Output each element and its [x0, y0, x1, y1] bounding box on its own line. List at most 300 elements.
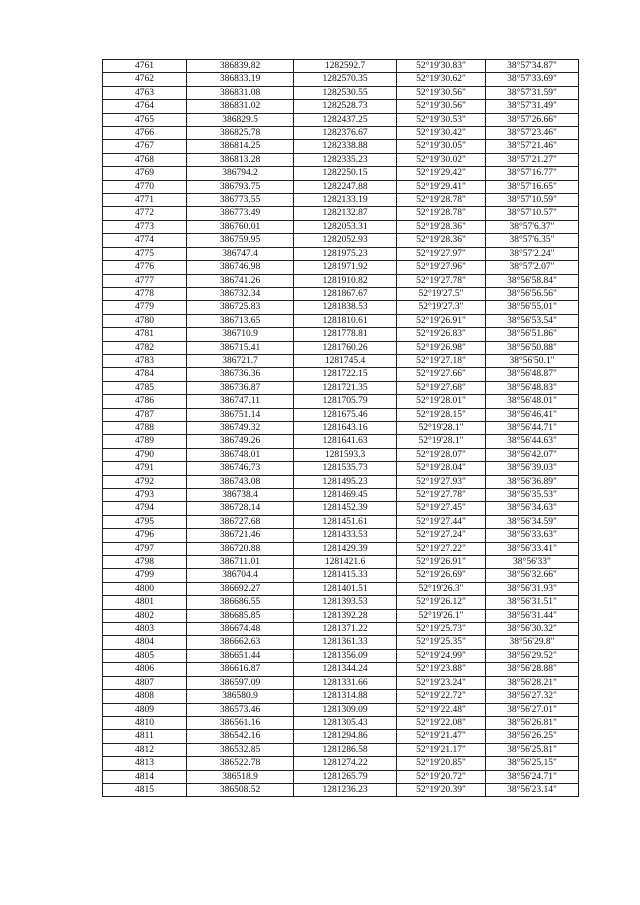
longitude-cell: 38°56'34.59": [486, 515, 579, 528]
longitude-cell: 38°57'23.46": [486, 127, 579, 140]
longitude-cell: 38°57'21.46": [486, 140, 579, 153]
latitude-cell: 52°19'26.3": [397, 582, 486, 595]
latitude-cell: 52°19'27.96": [397, 261, 486, 274]
latitude-cell: 52°19'28.78": [397, 207, 486, 220]
point-number-cell: 4775: [103, 247, 187, 260]
point-number-cell: 4784: [103, 368, 187, 381]
coordinates-table-body: [103, 60, 579, 797]
x-coordinate-cell: 386710.9: [187, 328, 294, 341]
latitude-cell: 52°19'22.08": [397, 716, 486, 729]
table-row: [103, 113, 579, 126]
table-row: [103, 690, 579, 703]
point-number-cell: 4785: [103, 381, 187, 394]
point-number-cell: 4782: [103, 341, 187, 354]
point-number-cell: 4786: [103, 395, 187, 408]
x-coordinate-cell: 386773.55: [187, 194, 294, 207]
latitude-cell: 52°19'28.15": [397, 408, 486, 421]
longitude-cell: 38°56'27.32": [486, 690, 579, 703]
table-row: [103, 489, 579, 502]
y-coordinate-cell: 1281236.23: [294, 783, 397, 796]
longitude-cell: 38°56'23.14": [486, 783, 579, 796]
y-coordinate-cell: 1281975.23: [294, 247, 397, 260]
y-coordinate-cell: 1281309.09: [294, 703, 397, 716]
x-coordinate-cell: 386561.16: [187, 716, 294, 729]
point-number-cell: 4805: [103, 649, 187, 662]
table-row: [103, 743, 579, 756]
y-coordinate-cell: 1281721.35: [294, 381, 397, 394]
latitude-cell: 52°19'28.04": [397, 462, 486, 475]
table-row: [103, 757, 579, 770]
y-coordinate-cell: 1281392.28: [294, 609, 397, 622]
table-row: [103, 448, 579, 461]
y-coordinate-cell: 1281274.22: [294, 757, 397, 770]
y-coordinate-cell: 1282592.7: [294, 60, 397, 73]
longitude-cell: 38°56'44.71": [486, 421, 579, 434]
longitude-cell: 38°56'29.8": [486, 636, 579, 649]
x-coordinate-cell: 386833.19: [187, 73, 294, 86]
longitude-cell: 38°57'6.37": [486, 220, 579, 233]
longitude-cell: 38°56'28.88": [486, 663, 579, 676]
y-coordinate-cell: 1281421.6: [294, 556, 397, 569]
x-coordinate-cell: 386616.87: [187, 663, 294, 676]
y-coordinate-cell: 1281495.23: [294, 475, 397, 488]
point-number-cell: 4771: [103, 194, 187, 207]
longitude-cell: 38°56'56.56": [486, 287, 579, 300]
table-row: [103, 194, 579, 207]
x-coordinate-cell: 386749.32: [187, 421, 294, 434]
x-coordinate-cell: 386747.11: [187, 395, 294, 408]
table-row: [103, 636, 579, 649]
longitude-cell: 38°56'33": [486, 556, 579, 569]
longitude-cell: 38°56'42.07": [486, 448, 579, 461]
latitude-cell: 52°19'27.3": [397, 301, 486, 314]
x-coordinate-cell: 386711.01: [187, 556, 294, 569]
coordinates-table: [102, 59, 579, 797]
latitude-cell: 52°19'30.56": [397, 86, 486, 99]
point-number-cell: 4767: [103, 140, 187, 153]
longitude-cell: 38°56'44.63": [486, 435, 579, 448]
latitude-cell: 52°19'27.78": [397, 274, 486, 287]
x-coordinate-cell: 386651.44: [187, 649, 294, 662]
x-coordinate-cell: 386674.48: [187, 623, 294, 636]
y-coordinate-cell: 1282528.73: [294, 100, 397, 113]
table-row: [103, 167, 579, 180]
x-coordinate-cell: 386831.02: [187, 100, 294, 113]
longitude-cell: 38°56'55.01": [486, 301, 579, 314]
longitude-cell: 38°57'10.57": [486, 207, 579, 220]
longitude-cell: 38°56'58.84": [486, 274, 579, 287]
longitude-cell: 38°57'2.24": [486, 247, 579, 260]
point-number-cell: 4770: [103, 180, 187, 193]
point-number-cell: 4769: [103, 167, 187, 180]
point-number-cell: 4772: [103, 207, 187, 220]
y-coordinate-cell: 1281429.39: [294, 542, 397, 555]
longitude-cell: 38°56'51.86": [486, 328, 579, 341]
table-row: [103, 435, 579, 448]
latitude-cell: 52°19'28.36": [397, 220, 486, 233]
y-coordinate-cell: 1281722.15: [294, 368, 397, 381]
y-coordinate-cell: 1281910.82: [294, 274, 397, 287]
x-coordinate-cell: 386736.87: [187, 381, 294, 394]
latitude-cell: 52°19'25.35": [397, 636, 486, 649]
table-row: [103, 462, 579, 475]
x-coordinate-cell: 386522.78: [187, 757, 294, 770]
x-coordinate-cell: 386829.5: [187, 113, 294, 126]
table-row: [103, 314, 579, 327]
x-coordinate-cell: 386741.26: [187, 274, 294, 287]
x-coordinate-cell: 386738.4: [187, 489, 294, 502]
point-number-cell: 4766: [103, 127, 187, 140]
x-coordinate-cell: 386736.36: [187, 368, 294, 381]
latitude-cell: 52°19'26.83": [397, 328, 486, 341]
latitude-cell: 52°19'30.62": [397, 73, 486, 86]
table-row: [103, 475, 579, 488]
table-row: [103, 341, 579, 354]
y-coordinate-cell: 1281415.33: [294, 569, 397, 582]
latitude-cell: 52°19'28.78": [397, 194, 486, 207]
point-number-cell: 4815: [103, 783, 187, 796]
y-coordinate-cell: 1282437.25: [294, 113, 397, 126]
longitude-cell: 38°56'34.63": [486, 502, 579, 515]
y-coordinate-cell: 1281469.45: [294, 489, 397, 502]
x-coordinate-cell: 386532.85: [187, 743, 294, 756]
x-coordinate-cell: 386814.25: [187, 140, 294, 153]
longitude-cell: 38°57'2.07": [486, 261, 579, 274]
latitude-cell: 52°19'27.66": [397, 368, 486, 381]
latitude-cell: 52°19'21.47": [397, 730, 486, 743]
point-number-cell: 4780: [103, 314, 187, 327]
y-coordinate-cell: 1282376.67: [294, 127, 397, 140]
longitude-cell: 38°57'21.27": [486, 153, 579, 166]
table-row: [103, 395, 579, 408]
latitude-cell: 52°19'26.69": [397, 569, 486, 582]
y-coordinate-cell: 1282335.23: [294, 153, 397, 166]
x-coordinate-cell: 386728.14: [187, 502, 294, 515]
longitude-cell: 38°56'39.03": [486, 462, 579, 475]
longitude-cell: 38°56'32.66": [486, 569, 579, 582]
latitude-cell: 52°19'23.24": [397, 676, 486, 689]
table-row: [103, 207, 579, 220]
latitude-cell: 52°19'28.36": [397, 234, 486, 247]
latitude-cell: 52°19'27.68": [397, 381, 486, 394]
y-coordinate-cell: 1281344.24: [294, 663, 397, 676]
longitude-cell: 38°56'26.25": [486, 730, 579, 743]
table-row: [103, 502, 579, 515]
y-coordinate-cell: 1281705.79: [294, 395, 397, 408]
longitude-cell: 38°56'48.87": [486, 368, 579, 381]
latitude-cell: 52°19'28.1": [397, 435, 486, 448]
y-coordinate-cell: 1281356.09: [294, 649, 397, 662]
table-row: [103, 783, 579, 796]
table-row: [103, 73, 579, 86]
point-number-cell: 4778: [103, 287, 187, 300]
table-row: [103, 127, 579, 140]
x-coordinate-cell: 386721.7: [187, 354, 294, 367]
point-number-cell: 4768: [103, 153, 187, 166]
point-number-cell: 4773: [103, 220, 187, 233]
x-coordinate-cell: 386508.52: [187, 783, 294, 796]
table-row: [103, 569, 579, 582]
latitude-cell: 52°19'30.83": [397, 60, 486, 73]
latitude-cell: 52°19'25.73": [397, 623, 486, 636]
latitude-cell: 52°19'20.85": [397, 757, 486, 770]
x-coordinate-cell: 386685.85: [187, 609, 294, 622]
point-number-cell: 4813: [103, 757, 187, 770]
latitude-cell: 52°19'28.01": [397, 395, 486, 408]
table-row: [103, 609, 579, 622]
latitude-cell: 52°19'24.99": [397, 649, 486, 662]
x-coordinate-cell: 386746.73: [187, 462, 294, 475]
x-coordinate-cell: 386813.28: [187, 153, 294, 166]
table-row: [103, 153, 579, 166]
longitude-cell: 38°56'24.71": [486, 770, 579, 783]
y-coordinate-cell: 1281401.51: [294, 582, 397, 595]
latitude-cell: 52°19'27.93": [397, 475, 486, 488]
table-row: [103, 180, 579, 193]
y-coordinate-cell: 1281305.43: [294, 716, 397, 729]
table-row: [103, 60, 579, 73]
point-number-cell: 4796: [103, 529, 187, 542]
y-coordinate-cell: 1281593.3: [294, 448, 397, 461]
x-coordinate-cell: 386760.01: [187, 220, 294, 233]
y-coordinate-cell: 1282053.31: [294, 220, 397, 233]
latitude-cell: 52°19'21.17": [397, 743, 486, 756]
table-row: [103, 234, 579, 247]
y-coordinate-cell: 1281810.61: [294, 314, 397, 327]
point-number-cell: 4793: [103, 489, 187, 502]
x-coordinate-cell: 386759.95: [187, 234, 294, 247]
y-coordinate-cell: 1281433.53: [294, 529, 397, 542]
table-row: [103, 287, 579, 300]
table-row: [103, 542, 579, 555]
table-row: [103, 301, 579, 314]
x-coordinate-cell: 386727.68: [187, 515, 294, 528]
y-coordinate-cell: 1281643.16: [294, 421, 397, 434]
point-number-cell: 4807: [103, 676, 187, 689]
table-row: [103, 515, 579, 528]
table-row: [103, 649, 579, 662]
x-coordinate-cell: 386732.34: [187, 287, 294, 300]
point-number-cell: 4797: [103, 542, 187, 555]
longitude-cell: 38°56'53.54": [486, 314, 579, 327]
table-row: [103, 354, 579, 367]
point-number-cell: 4814: [103, 770, 187, 783]
point-number-cell: 4783: [103, 354, 187, 367]
point-number-cell: 4761: [103, 60, 187, 73]
point-number-cell: 4808: [103, 690, 187, 703]
y-coordinate-cell: 1281371.22: [294, 623, 397, 636]
longitude-cell: 38°56'27.01": [486, 703, 579, 716]
longitude-cell: 38°57'16.77": [486, 167, 579, 180]
x-coordinate-cell: 386749.26: [187, 435, 294, 448]
table-row: [103, 86, 579, 99]
longitude-cell: 38°57'10.59": [486, 194, 579, 207]
point-number-cell: 4811: [103, 730, 187, 743]
y-coordinate-cell: 1282132.87: [294, 207, 397, 220]
longitude-cell: 38°56'26.81": [486, 716, 579, 729]
latitude-cell: 52°19'26.1": [397, 609, 486, 622]
x-coordinate-cell: 386746.98: [187, 261, 294, 274]
table-row: [103, 368, 579, 381]
latitude-cell: 52°19'27.45": [397, 502, 486, 515]
x-coordinate-cell: 386743.08: [187, 475, 294, 488]
x-coordinate-cell: 386831.08: [187, 86, 294, 99]
x-coordinate-cell: 386748.01: [187, 448, 294, 461]
longitude-cell: 38°56'31.93": [486, 582, 579, 595]
latitude-cell: 52°19'27.22": [397, 542, 486, 555]
x-coordinate-cell: 386662.63: [187, 636, 294, 649]
latitude-cell: 52°19'27.18": [397, 354, 486, 367]
x-coordinate-cell: 386721.46: [187, 529, 294, 542]
y-coordinate-cell: 1281265.79: [294, 770, 397, 783]
point-number-cell: 4774: [103, 234, 187, 247]
y-coordinate-cell: 1282247.88: [294, 180, 397, 193]
latitude-cell: 52°19'28.1": [397, 421, 486, 434]
point-number-cell: 4792: [103, 475, 187, 488]
x-coordinate-cell: 386751.14: [187, 408, 294, 421]
longitude-cell: 38°56'29.52": [486, 649, 579, 662]
table-row: [103, 100, 579, 113]
x-coordinate-cell: 386686.55: [187, 596, 294, 609]
point-number-cell: 4801: [103, 596, 187, 609]
x-coordinate-cell: 386580.9: [187, 690, 294, 703]
x-coordinate-cell: 386793.75: [187, 180, 294, 193]
longitude-cell: 38°56'36.89": [486, 475, 579, 488]
y-coordinate-cell: 1281867.67: [294, 287, 397, 300]
y-coordinate-cell: 1281675.46: [294, 408, 397, 421]
latitude-cell: 52°19'26.91": [397, 314, 486, 327]
y-coordinate-cell: 1281745.4: [294, 354, 397, 367]
latitude-cell: 52°19'20.39": [397, 783, 486, 796]
x-coordinate-cell: 386715.41: [187, 341, 294, 354]
point-number-cell: 4762: [103, 73, 187, 86]
x-coordinate-cell: 386720.88: [187, 542, 294, 555]
longitude-cell: 38°56'30.32": [486, 623, 579, 636]
point-number-cell: 4810: [103, 716, 187, 729]
y-coordinate-cell: 1282338.88: [294, 140, 397, 153]
table-row: [103, 381, 579, 394]
longitude-cell: 38°56'25.15": [486, 757, 579, 770]
y-coordinate-cell: 1281294.86: [294, 730, 397, 743]
latitude-cell: 52°19'26.12": [397, 596, 486, 609]
point-number-cell: 4795: [103, 515, 187, 528]
y-coordinate-cell: 1281393.53: [294, 596, 397, 609]
latitude-cell: 52°19'30.05": [397, 140, 486, 153]
longitude-cell: 38°57'33.69": [486, 73, 579, 86]
y-coordinate-cell: 1282133.19: [294, 194, 397, 207]
longitude-cell: 38°56'48.01": [486, 395, 579, 408]
point-number-cell: 4765: [103, 113, 187, 126]
latitude-cell: 52°19'28.07": [397, 448, 486, 461]
latitude-cell: 52°19'30.02": [397, 153, 486, 166]
table-row: [103, 623, 579, 636]
longitude-cell: 38°57'26.66": [486, 113, 579, 126]
point-number-cell: 4804: [103, 636, 187, 649]
point-number-cell: 4806: [103, 663, 187, 676]
latitude-cell: 52°19'23.88": [397, 663, 486, 676]
latitude-cell: 52°19'30.42": [397, 127, 486, 140]
x-coordinate-cell: 386704.4: [187, 569, 294, 582]
point-number-cell: 4781: [103, 328, 187, 341]
y-coordinate-cell: 1281286.58: [294, 743, 397, 756]
latitude-cell: 52°19'22.72": [397, 690, 486, 703]
x-coordinate-cell: 386773.49: [187, 207, 294, 220]
point-number-cell: 4790: [103, 448, 187, 461]
longitude-cell: 38°56'33.41": [486, 542, 579, 555]
latitude-cell: 52°19'26.91": [397, 556, 486, 569]
x-coordinate-cell: 386518.9: [187, 770, 294, 783]
x-coordinate-cell: 386713.65: [187, 314, 294, 327]
point-number-cell: 4803: [103, 623, 187, 636]
x-coordinate-cell: 386794.2: [187, 167, 294, 180]
table-row: [103, 596, 579, 609]
point-number-cell: 4794: [103, 502, 187, 515]
table-row: [103, 529, 579, 542]
point-number-cell: 4809: [103, 703, 187, 716]
longitude-cell: 38°57'6.35": [486, 234, 579, 247]
y-coordinate-cell: 1282530.55: [294, 86, 397, 99]
y-coordinate-cell: 1281778.81: [294, 328, 397, 341]
point-number-cell: 4789: [103, 435, 187, 448]
point-number-cell: 4763: [103, 86, 187, 99]
table-row: [103, 274, 579, 287]
table-row: [103, 140, 579, 153]
table-row: [103, 730, 579, 743]
y-coordinate-cell: 1281314.88: [294, 690, 397, 703]
table-row: [103, 663, 579, 676]
longitude-cell: 38°56'31.51": [486, 596, 579, 609]
table-row: [103, 421, 579, 434]
longitude-cell: 38°57'34.87": [486, 60, 579, 73]
table-row: [103, 408, 579, 421]
y-coordinate-cell: 1282250.15: [294, 167, 397, 180]
x-coordinate-cell: 386747.4: [187, 247, 294, 260]
y-coordinate-cell: 1281452.39: [294, 502, 397, 515]
longitude-cell: 38°56'31.44": [486, 609, 579, 622]
x-coordinate-cell: 386573.46: [187, 703, 294, 716]
point-number-cell: 4812: [103, 743, 187, 756]
y-coordinate-cell: 1281535.73: [294, 462, 397, 475]
table-row: [103, 247, 579, 260]
longitude-cell: 38°56'48.83": [486, 381, 579, 394]
latitude-cell: 52°19'26.98": [397, 341, 486, 354]
longitude-cell: 38°57'31.49": [486, 100, 579, 113]
longitude-cell: 38°56'25.81": [486, 743, 579, 756]
latitude-cell: 52°19'20.72": [397, 770, 486, 783]
latitude-cell: 52°19'27.5": [397, 287, 486, 300]
latitude-cell: 52°19'29.42": [397, 167, 486, 180]
point-number-cell: 4799: [103, 569, 187, 582]
y-coordinate-cell: 1281760.26: [294, 341, 397, 354]
table-row: [103, 582, 579, 595]
point-number-cell: 4800: [103, 582, 187, 595]
y-coordinate-cell: 1281971.92: [294, 261, 397, 274]
latitude-cell: 52°19'27.97": [397, 247, 486, 260]
table-row: [103, 220, 579, 233]
y-coordinate-cell: 1282570.35: [294, 73, 397, 86]
x-coordinate-cell: 386725.83: [187, 301, 294, 314]
y-coordinate-cell: 1281361.33: [294, 636, 397, 649]
latitude-cell: 52°19'27.24": [397, 529, 486, 542]
y-coordinate-cell: 1282052.93: [294, 234, 397, 247]
point-number-cell: 4798: [103, 556, 187, 569]
longitude-cell: 38°56'28.21": [486, 676, 579, 689]
point-number-cell: 4779: [103, 301, 187, 314]
longitude-cell: 38°56'46.41": [486, 408, 579, 421]
point-number-cell: 4776: [103, 261, 187, 274]
x-coordinate-cell: 386692.27: [187, 582, 294, 595]
table-row: [103, 261, 579, 274]
